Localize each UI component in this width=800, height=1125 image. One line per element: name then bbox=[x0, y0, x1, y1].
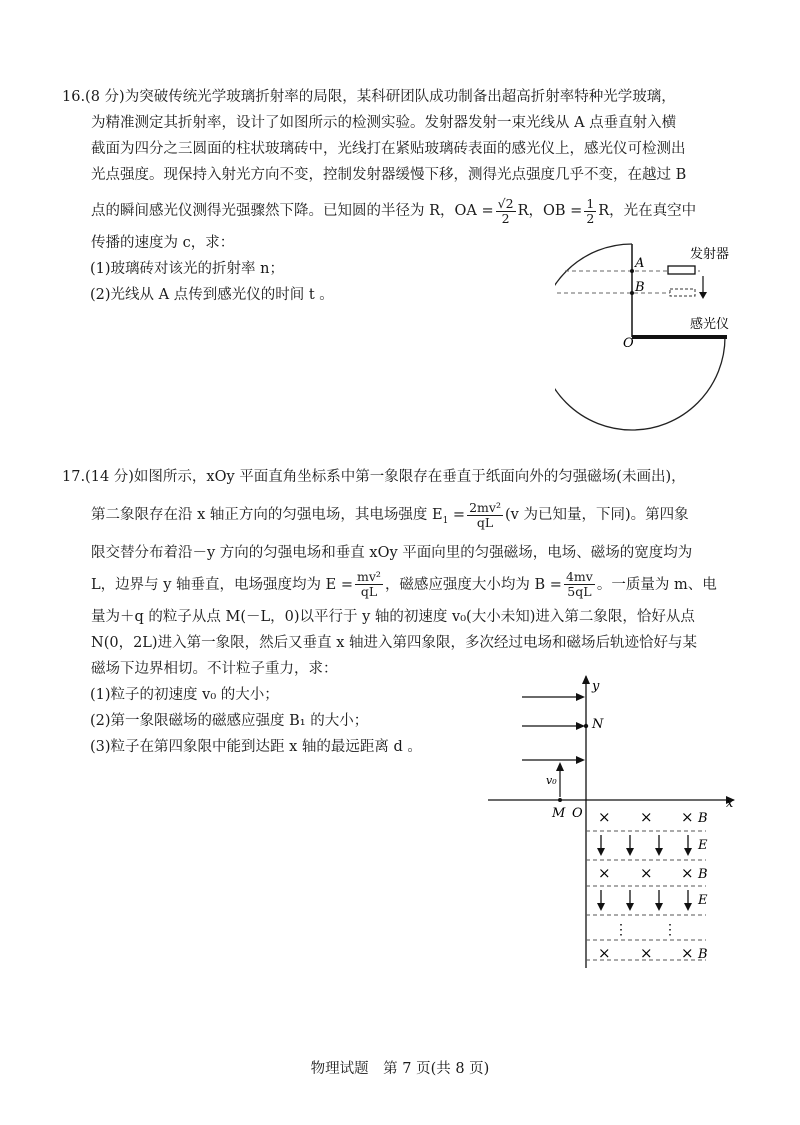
q17-figure-bottom bbox=[488, 958, 748, 972]
label-b: B bbox=[698, 947, 708, 962]
cross: × bbox=[598, 864, 611, 882]
q17-line-2: 第二象限存在沿 x 轴正方向的匀强电场，其电场强度 $E_1$ = $\frac{\text{2mv²}}{qL}$ (v 为已知量，下同)。第四象 bbox=[91, 499, 689, 530]
emitter-solid bbox=[668, 266, 695, 274]
label-emitter: 发射器 bbox=[690, 247, 730, 262]
label-b: B bbox=[698, 867, 708, 882]
e1-fraction: $\frac{\text{2mv²}}{qL}$ bbox=[469, 499, 501, 530]
label-o: O bbox=[623, 336, 634, 351]
q17-line-3: 限交替分布着沿－y 方向的匀强电场和垂直 xOy 平面向里的匀强磁场，电场、磁场的宽度均为 bbox=[91, 544, 693, 561]
ellipsis: ⋮ bbox=[663, 922, 677, 938]
q16-figure bbox=[555, 240, 785, 440]
q16-line-3: 截面为四分之三圆面的柱状玻璃砖中，光线打在紧贴玻璃砖表面的感光仪上，感光仪可检测出 bbox=[91, 141, 686, 157]
q16-line-6: 传播的速度为 c，求： bbox=[91, 235, 235, 251]
e-fraction: $\frac{\text{mv²}}{qL}$ bbox=[357, 569, 381, 600]
page-footer: 物理试题 第 7 页(共 8 页) bbox=[310, 1061, 490, 1077]
cross: × bbox=[640, 864, 653, 882]
label-e: E bbox=[698, 893, 708, 908]
label-v0: v₀ bbox=[546, 774, 557, 787]
q17-line-6: N(0，2L)进入第一象限，然后又垂直 x 轴进入第四象限，多次经过电场和磁场后轨迹恰好与某 bbox=[91, 634, 697, 651]
q16-line-4: 光点强度。现保持入射光方向不变，控制发射器缓慢下移，测得光点强度几乎不变，在越过 B bbox=[91, 167, 687, 183]
label-o: O bbox=[572, 806, 583, 821]
label-m: M bbox=[552, 806, 566, 821]
cross: × bbox=[598, 808, 611, 826]
cross: × bbox=[681, 944, 694, 962]
label-n: N bbox=[592, 717, 604, 732]
q17-figure bbox=[488, 672, 748, 972]
label-b: B bbox=[635, 280, 645, 295]
point-n bbox=[584, 724, 588, 728]
cross: × bbox=[598, 944, 611, 962]
point-b bbox=[630, 291, 634, 295]
label-sensor: 感光仪 bbox=[690, 317, 730, 332]
ob-fraction: $\frac{1}{2}$ bbox=[586, 195, 595, 226]
oa-fraction: $\frac{√2}{2}$ bbox=[497, 195, 514, 226]
q17-sub-2: (2)第一象限磁场的磁感应强度 B₁ 的大小； bbox=[90, 712, 369, 729]
q16-line-1: 16.(8 分)为突破传统光学玻璃折射率的局限，某科研团队成功制备出超高折射率特种光学玻璃， bbox=[62, 89, 676, 105]
q16-line-2: 为精准测定其折射率，设计了如图所示的检测实验。发射器发射一束光线从 A 点垂直射入横 bbox=[91, 115, 677, 131]
label-a: A bbox=[635, 256, 645, 271]
ellipsis: ⋮ bbox=[614, 922, 628, 938]
point-m bbox=[558, 798, 562, 802]
q16-line-5: 点的瞬间感光仪测得光强骤然下降。已知圆的半径为 R，OA = $\frac{√2}{2}$ R，OB = $\frac{1}{2}$ R，光在真空中 bbox=[91, 195, 697, 226]
q17-line-4: L，边界与 y 轴垂直，电场强度均为 E = $\frac{\text{mv²}}{qL}$ ，磁感应强度大小均为 B = $\frac{4mv}{5qL}$ 。一质量为 m、电 bbox=[91, 569, 717, 600]
label-b: B bbox=[698, 811, 708, 826]
q17-line-5: 量为＋q 的粒子从点 M(－L，0)以平行于 y 轴的初速度 v₀(大小未知)进入第二象限，恰好从点 bbox=[91, 608, 695, 625]
q17-line-1: 17.(14 分)如图所示，xOy 平面直角坐标系中第一象限存在垂直于纸面向外的匀强磁场(未画出)， bbox=[62, 469, 686, 485]
emitter-dashed bbox=[670, 289, 695, 296]
label-y: y bbox=[592, 679, 600, 694]
q17-line-7: 磁场下边界相切。不计粒子重力，求： bbox=[91, 660, 338, 677]
b-fraction: $\frac{4mv}{5qL}$ bbox=[565, 569, 593, 600]
q16-sub-2: (2)光线从 A 点传到感光仪的时间 t 。 bbox=[90, 287, 334, 303]
cross: × bbox=[640, 808, 653, 826]
cross: × bbox=[640, 944, 653, 962]
cross: × bbox=[681, 808, 694, 826]
q17-sub-3: (3)粒子在第四象限中能到达距 x 轴的最远距离 d 。 bbox=[90, 738, 422, 755]
q16-sub-1: (1)玻璃砖对该光的折射率 n； bbox=[90, 261, 284, 277]
label-e: E bbox=[698, 838, 708, 853]
cross: × bbox=[681, 864, 694, 882]
point-a bbox=[630, 269, 634, 273]
label-x: x bbox=[726, 796, 734, 811]
q17-sub-1: (1)粒子的初速度 v₀ 的大小； bbox=[90, 686, 279, 703]
